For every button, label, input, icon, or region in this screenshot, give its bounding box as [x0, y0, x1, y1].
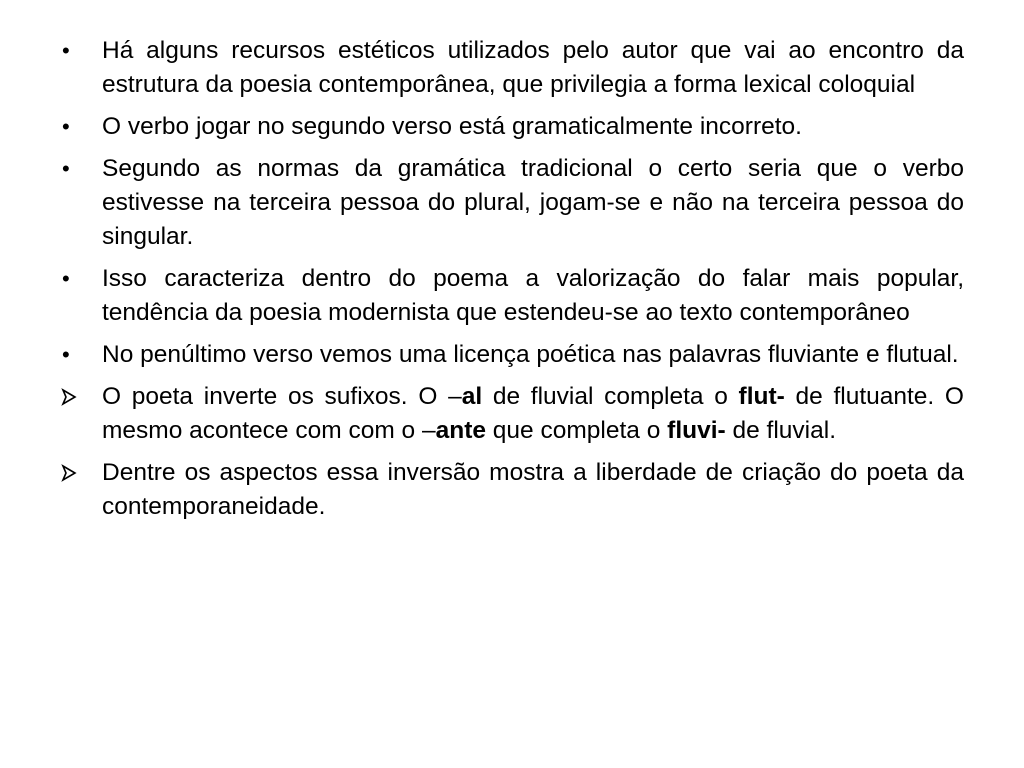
bold-term: fluvi- [667, 417, 726, 444]
bullet-item [60, 380, 964, 448]
bold-term: flut- [738, 383, 785, 410]
bullet-item [60, 456, 964, 524]
bullet-dot-icon: • [62, 156, 70, 181]
text-segment: Segundo as normas da gramática tradicional o certo seria que o verbo estivesse na terceira pessoa do plural, jogam-se e não na terceira pessoa do singular. [102, 155, 964, 250]
text-segment: Dentre os aspectos essa inversão mostra a liberdade de criação do poeta da contemporaneidade. [102, 459, 964, 520]
bullet-text [102, 341, 959, 368]
bullet-item [60, 152, 964, 254]
bullet-dot-icon: • [62, 114, 70, 139]
bullet-text [102, 37, 964, 98]
text-segment: de flutuante. O mesmo acontece com com o – [102, 383, 964, 444]
bullet-item [60, 338, 964, 372]
text-segment: O poeta inverte os sufixos. O – [102, 383, 462, 410]
bullet-text [102, 155, 964, 250]
bullet-list [60, 34, 964, 532]
bullet-text [102, 383, 964, 444]
bold-term: ante [435, 417, 486, 444]
text-segment: que completa o [486, 417, 668, 444]
text-segment: de fluvial. [725, 417, 836, 444]
text-segment: O verbo jogar no segundo verso está gramaticalmente incorreto. [102, 113, 802, 140]
bullet-text [102, 459, 964, 520]
bullet-dot-icon: • [62, 38, 70, 63]
text-segment: Há alguns recursos estéticos utilizados pelo autor que vai ao encontro da estrutura da poesia contemporânea, que privilegia a forma lexical coloquial [102, 37, 964, 98]
bullet-item [60, 110, 964, 144]
text-segment: No penúltimo verso vemos uma licença poética nas palavras fluviante e flutual. [102, 341, 959, 368]
arrow-bullet-icon [60, 464, 82, 484]
text-segment: de fluvial completa o [482, 383, 739, 410]
arrow-bullet-icon [60, 388, 82, 408]
bullet-text [102, 113, 802, 140]
bullet-item [60, 34, 964, 102]
bullet-text [102, 265, 964, 326]
text-segment: Isso caracteriza dentro do poema a valorização do falar mais popular, tendência da poesia modernista que estendeu-se ao texto contemporâneo [102, 265, 964, 326]
bullet-dot-icon: • [62, 342, 70, 367]
bold-term: al [461, 383, 483, 410]
bullet-item [60, 262, 964, 330]
bullet-dot-icon: • [62, 266, 70, 291]
